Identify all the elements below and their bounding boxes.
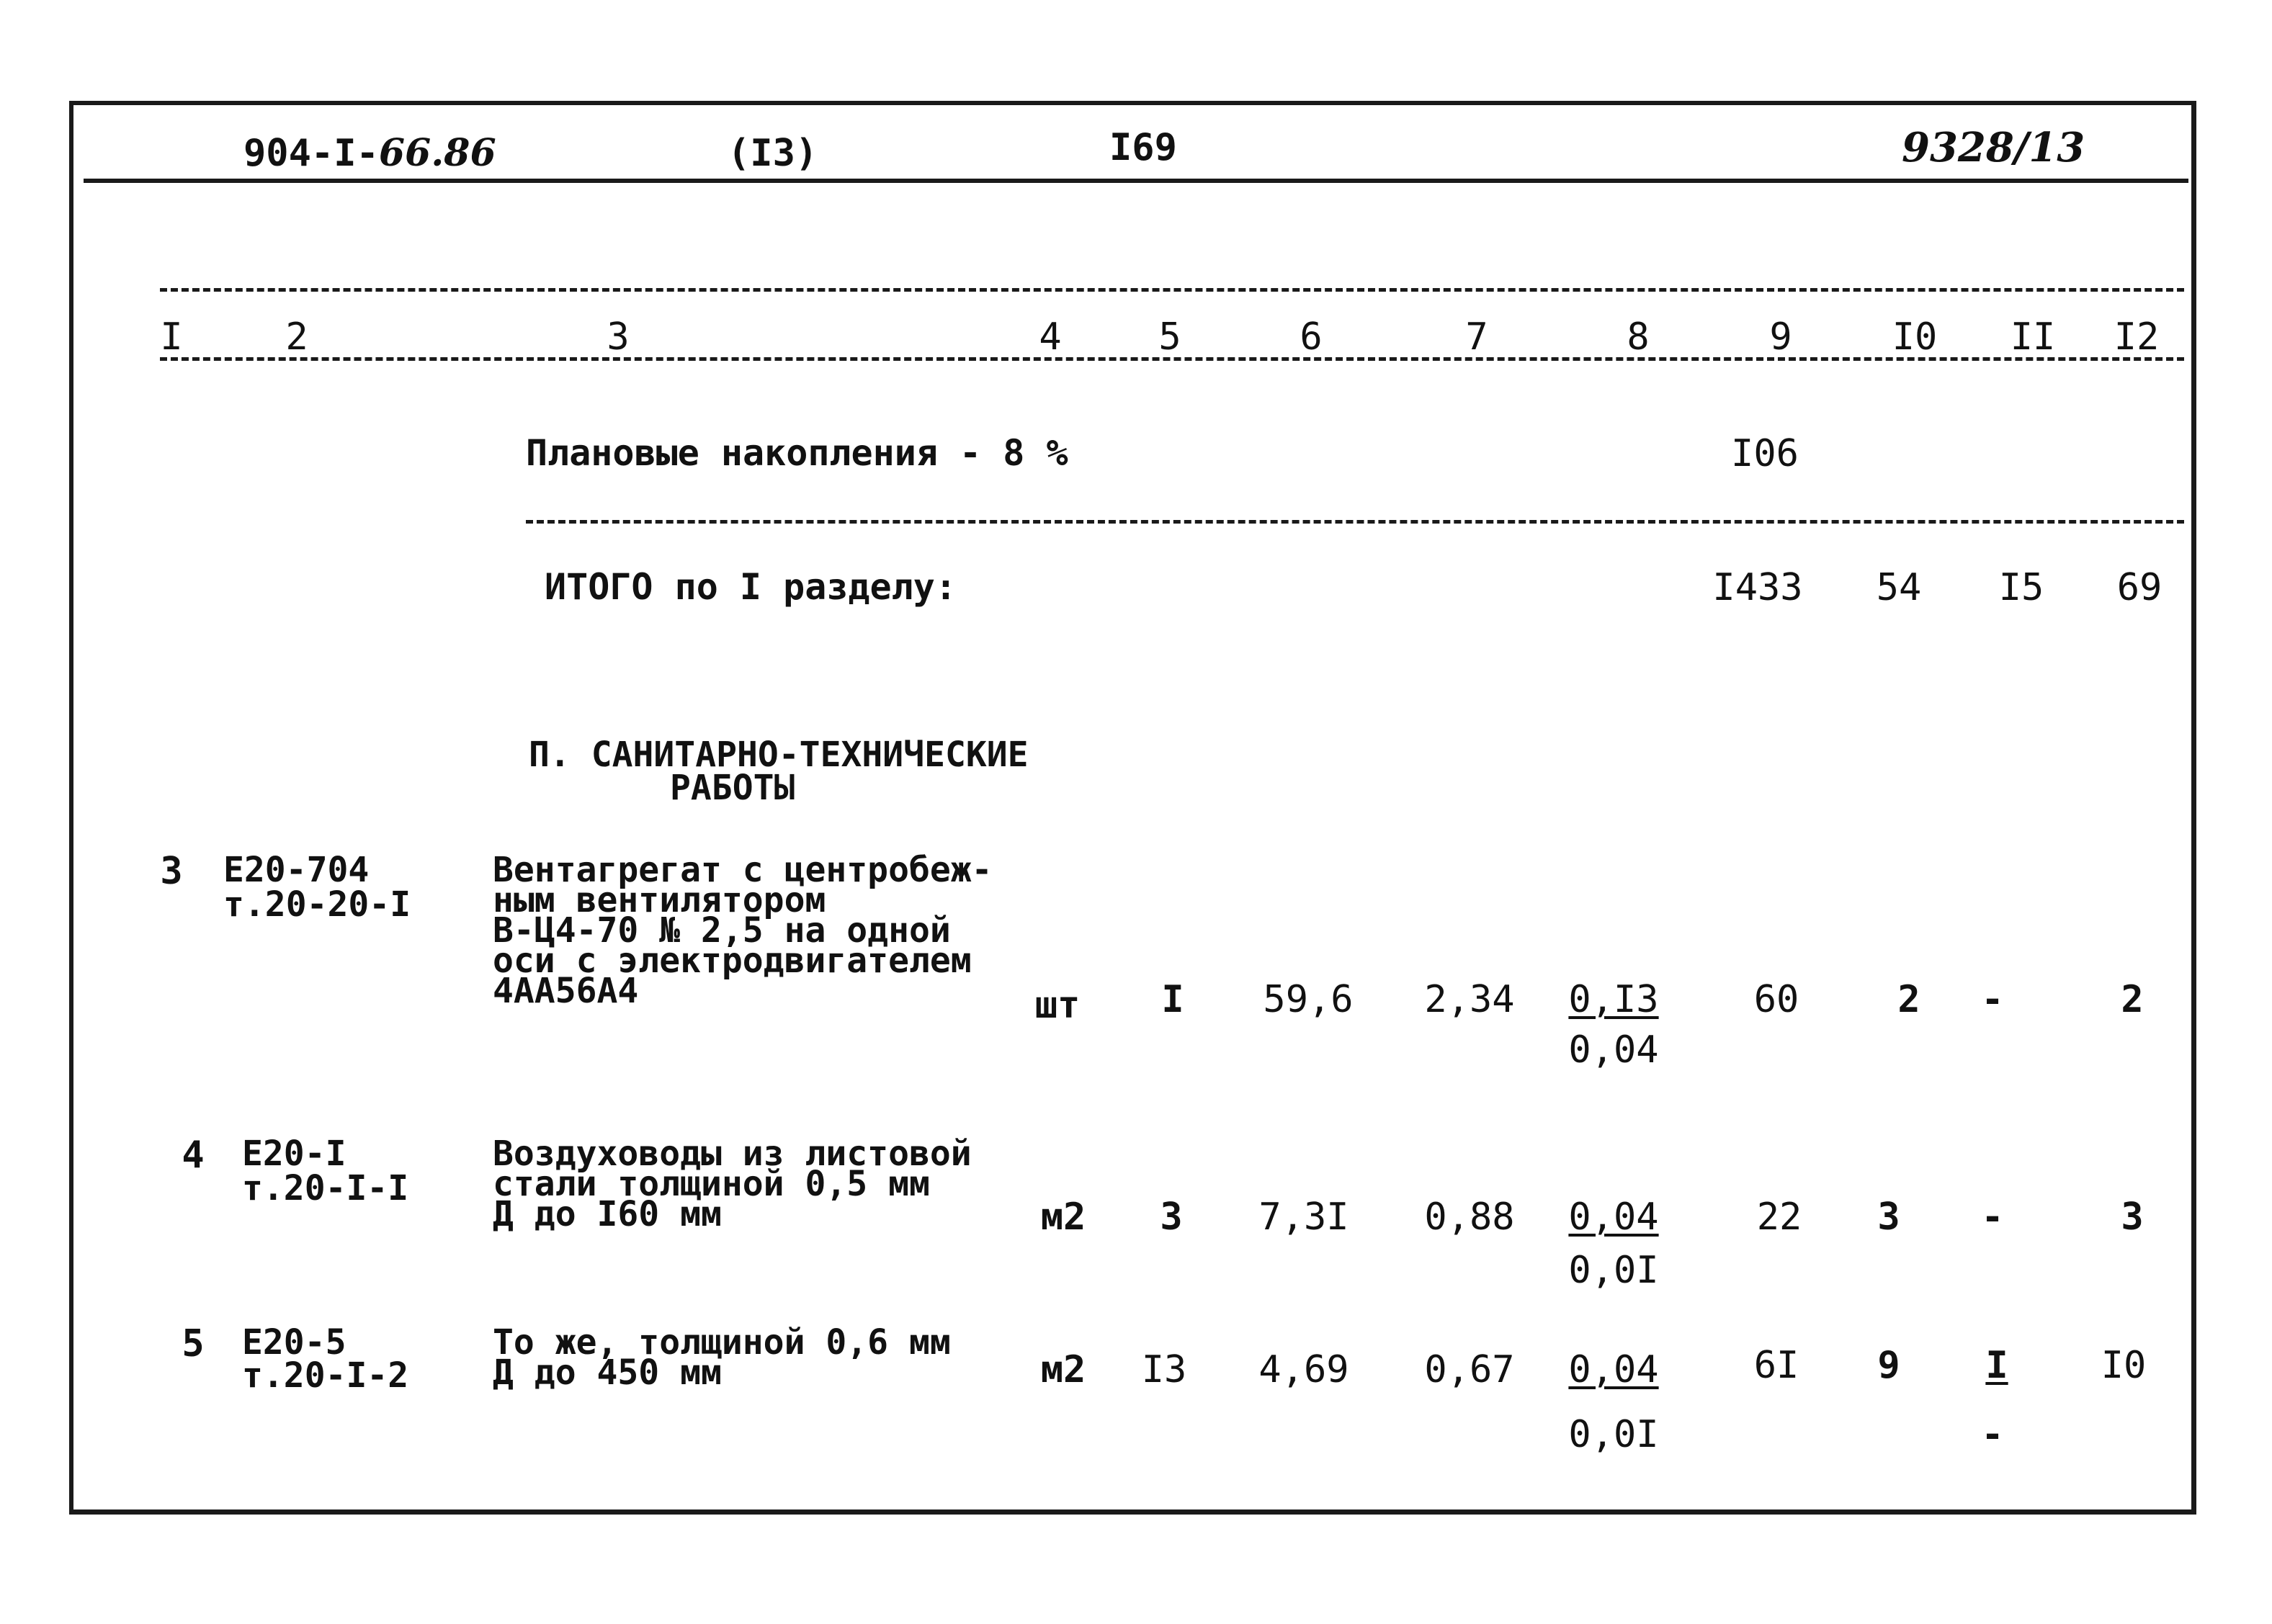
unit: шт bbox=[1034, 984, 1081, 1027]
work-description: стали толщиной 0,5 мм bbox=[493, 1164, 930, 1204]
column-header-top-rule bbox=[160, 288, 2184, 292]
total-col10: 54 bbox=[1876, 566, 1922, 609]
total-cost: 60 bbox=[1753, 978, 1799, 1021]
total-machine: I bbox=[1985, 1344, 2008, 1387]
table-reference: т.20-20-I bbox=[223, 884, 411, 925]
work-description: ным вентилятором bbox=[493, 880, 826, 920]
machine-cost: 0,04 bbox=[1568, 1195, 1659, 1239]
row-number: 4 bbox=[182, 1134, 205, 1177]
column-number: 8 bbox=[1627, 315, 1650, 359]
machine-wage: 0,0I bbox=[1568, 1413, 1659, 1456]
inventory-number: 9328/13 bbox=[1902, 124, 2085, 171]
column-number: I2 bbox=[2114, 315, 2160, 359]
column-number: 4 bbox=[1039, 315, 1062, 359]
table-reference: т.20-I-2 bbox=[242, 1355, 409, 1396]
total-col12: 69 bbox=[2116, 566, 2163, 609]
section-heading: П. САНИТАРНО-ТЕХНИЧЕСКИЕ bbox=[529, 735, 1029, 775]
total-col12: 3 bbox=[2121, 1195, 2144, 1239]
work-description: оси с электродвигателем bbox=[493, 941, 972, 981]
total-label: ИТОГО по I разделу: bbox=[545, 566, 957, 608]
table-reference: т.20-I-I bbox=[242, 1168, 409, 1208]
work-description: 4АА56А4 bbox=[493, 971, 639, 1011]
planned-savings-label: Плановые накопления - 8 % bbox=[526, 432, 1068, 474]
machine-cost: 0,I3 bbox=[1568, 978, 1659, 1021]
quantity: 3 bbox=[1160, 1195, 1183, 1239]
row-number: 3 bbox=[160, 850, 183, 893]
work-description: То же, толщиной 0,6 мм bbox=[493, 1322, 951, 1363]
column-number: II bbox=[2010, 315, 2056, 359]
total-machine-wage: - bbox=[1981, 1413, 2004, 1456]
machine-wage: 0,0I bbox=[1568, 1249, 1659, 1292]
rate-code: Е20-5 bbox=[242, 1322, 346, 1363]
unit: м2 bbox=[1040, 1348, 1086, 1391]
doc-code: 904-I-66.86 bbox=[243, 131, 496, 175]
machine-wage: 0,04 bbox=[1568, 1028, 1659, 1072]
work-description: Вентагрегат с центробеж- bbox=[493, 850, 993, 890]
unit-cost: 4,69 bbox=[1258, 1348, 1349, 1391]
work-description: Д до 450 мм bbox=[493, 1352, 722, 1393]
column-number: 2 bbox=[285, 315, 308, 359]
header-rule bbox=[84, 179, 2188, 183]
total-wage: 3 bbox=[1877, 1195, 1900, 1239]
total-machine: - bbox=[1981, 978, 2004, 1021]
page-number: I69 bbox=[1109, 126, 1177, 169]
unit-cost: 7,3I bbox=[1258, 1195, 1349, 1239]
unit-cost: 59,6 bbox=[1263, 978, 1354, 1021]
row-number: 5 bbox=[182, 1322, 205, 1365]
subtotal-rule bbox=[526, 520, 2184, 524]
total-col12: 2 bbox=[2121, 978, 2144, 1021]
wage-cost: 2,34 bbox=[1424, 978, 1515, 1021]
total-wage: 9 bbox=[1877, 1344, 1900, 1387]
rate-code: Е20-704 bbox=[223, 850, 370, 890]
total-col11: I5 bbox=[1998, 566, 2044, 609]
quantity: I3 bbox=[1141, 1348, 1187, 1391]
column-number: I0 bbox=[1892, 315, 1938, 359]
total-col12: I0 bbox=[2101, 1344, 2147, 1387]
column-header-bottom-rule bbox=[160, 357, 2184, 361]
section-heading-cont: РАБОТЫ bbox=[670, 768, 795, 808]
column-number: 6 bbox=[1300, 315, 1323, 359]
work-description: В-Ц4-70 № 2,5 на одной bbox=[493, 910, 951, 951]
column-number: 3 bbox=[607, 315, 630, 359]
work-description: Д до I60 мм bbox=[493, 1194, 722, 1234]
total-wage: 2 bbox=[1897, 978, 1920, 1021]
planned-savings-value: I06 bbox=[1731, 432, 1799, 475]
page-frame bbox=[69, 101, 2196, 1515]
total-cost: 22 bbox=[1756, 1195, 1802, 1239]
total-machine: - bbox=[1981, 1195, 2004, 1239]
column-number: 9 bbox=[1769, 315, 1792, 359]
total-cost: 6I bbox=[1753, 1344, 1799, 1387]
column-number: 7 bbox=[1465, 315, 1488, 359]
quantity: I bbox=[1161, 978, 1184, 1021]
column-number: I bbox=[160, 315, 183, 359]
machine-cost: 0,04 bbox=[1568, 1348, 1659, 1391]
sheet-number: (I3) bbox=[728, 132, 818, 175]
work-description: Воздуховоды из листовой bbox=[493, 1134, 972, 1174]
column-number: 5 bbox=[1158, 315, 1181, 359]
wage-cost: 0,88 bbox=[1424, 1195, 1515, 1239]
rate-code: Е20-I bbox=[242, 1134, 346, 1174]
wage-cost: 0,67 bbox=[1424, 1348, 1515, 1391]
unit: м2 bbox=[1040, 1195, 1086, 1239]
total-col9: I433 bbox=[1712, 566, 1803, 609]
